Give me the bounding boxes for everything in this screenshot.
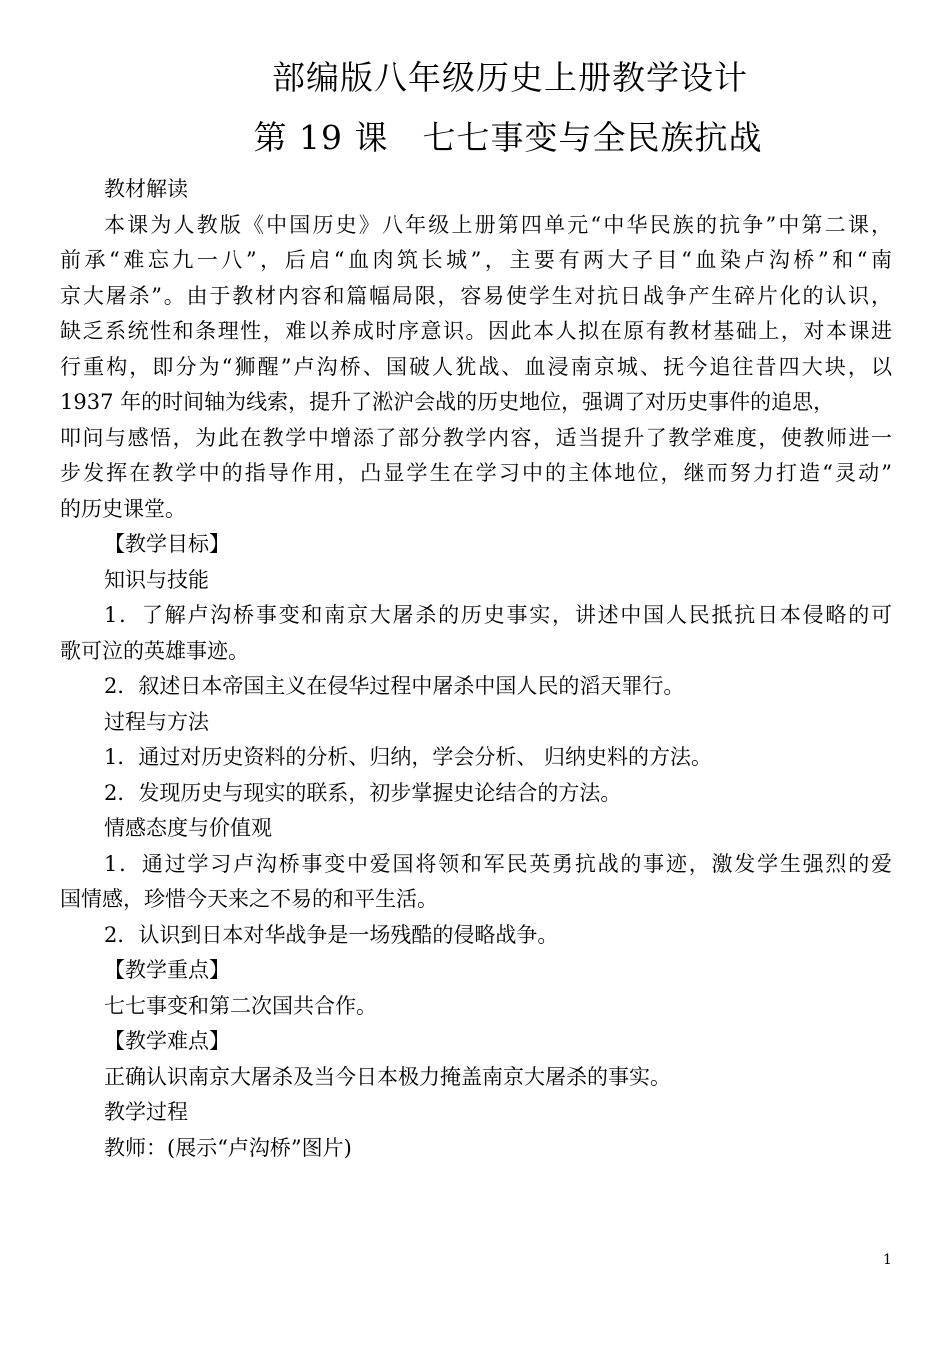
process-item: 2．发现历史与现实的联系，初步掌握史论结合的方法。 [104,780,622,805]
emotion-item: 2．认识到日本对华战争是一场残酷的侵略战争。 [104,922,559,947]
page-number: 1 [883,1252,892,1268]
goals-heading: 【教学目标】 [104,532,230,556]
intro-paragraph-line: 步发挥在教学中的指导作用，凸显学生在学习中的主体地位，继而努力打造“灵动” [60,461,892,485]
difficulty-heading: 【教学难点】 [104,1029,230,1053]
key-point-text: 七七事变和第二次国共合作。 [104,993,377,1018]
emotion-item: 1．通过学习卢沟桥事变中爱国将领和军民英勇抗战的事迹，激发学生强烈的爱 [104,851,892,876]
emotion-heading: 情感态度与价值观 [104,816,272,840]
key-point-heading: 【教学重点】 [104,958,230,982]
intro-paragraph-line: 1937 年的时间轴为线索，提升了淞沪会战的历史地位，强调了对历史事件的追思， [60,390,835,414]
lesson-title: 第 19 课 七七事变与全民族抗战 [253,118,763,157]
intro-paragraph-line: 行重构，即分为“狮醒”卢沟桥、国破人犹战、血浸南京城、抚今追往昔四大块，以 [60,354,892,379]
knowledge-item-continued: 歌可泣的英雄事迹。 [60,638,249,663]
intro-paragraph-line: 京大屠杀”。由于教材内容和篇幅局限，容易使学生对抗日战争产生碎片化的认识， [60,283,892,308]
document-title: 部编版八年级历史上册教学设计 [272,58,748,97]
knowledge-item: 2．叙述日本帝国主义在侵华过程中屠杀中国人民的滔天罪行。 [104,674,685,698]
document-body [60,172,892,1166]
intro-paragraph-line: 的历史课堂。 [60,496,186,521]
intro-paragraph-line: 叩问与感悟，为此在教学中增添了部分教学内容，适当提升了教学难度，使教师进一 [60,425,892,450]
process-item: 1．通过对历史资料的分析、归纳，学会分析、 归纳史料的方法。 [104,745,713,769]
process-heading: 过程与方法 [104,709,209,734]
teacher-line: 教师：(展示“卢沟桥”图片) [104,1135,352,1160]
section-heading-intro: 教材解读 [104,177,188,201]
emotion-item-continued: 国情感，珍惜今天来之不易的和平生活。 [60,887,438,911]
knowledge-heading: 知识与技能 [104,567,209,592]
teaching-process-heading: 教学过程 [104,1100,188,1124]
intro-paragraph-line: 前承“难忘九一八”，后启“血肉筑长城”，主要有两大子目“血染卢沟桥”和“南 [60,248,892,272]
intro-paragraph-line: 本课为人教版《中国历史》八年级上册第四单元“中华民族的抗争”中第二课， [104,212,892,237]
difficulty-text: 正确认识南京大屠杀及当今日本极力掩盖南京大屠杀的事实。 [104,1064,671,1089]
intro-paragraph-line: 缺乏系统性和条理性，难以养成时序意识。因此本人拟在原有教材基础上，对本课进 [60,319,892,343]
knowledge-item: 1．了解卢沟桥事变和南京大屠杀的历史事实，讲述中国人民抵抗日本侵略的可 [104,603,892,627]
